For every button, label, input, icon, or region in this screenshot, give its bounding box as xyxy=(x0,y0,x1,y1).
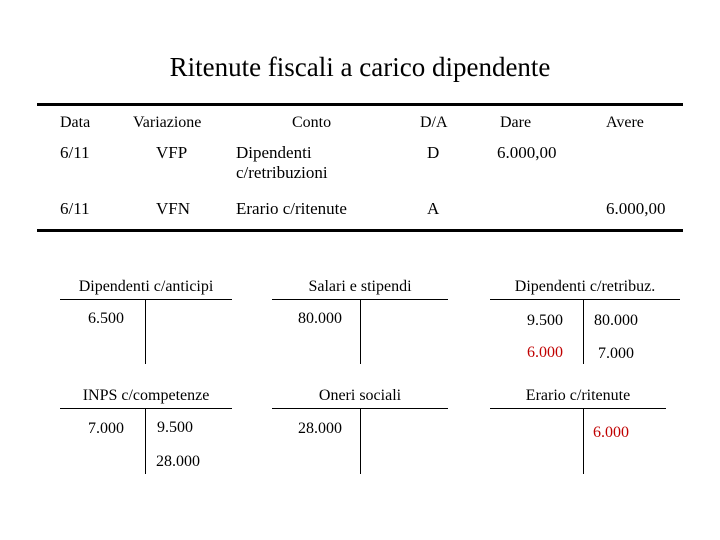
t-account-dare-value: 7.000 xyxy=(88,420,124,437)
table-row-2-data: 6/11 xyxy=(60,199,90,218)
t-account-name: INPS c/competenze xyxy=(82,387,210,404)
t-account-divider xyxy=(145,299,146,364)
t-account-avere-value: 7.000 xyxy=(598,345,634,362)
t-account-divider xyxy=(145,408,146,474)
table-row-2-conto: Erario c/ritenute xyxy=(236,199,347,218)
t-account-rule xyxy=(490,408,666,409)
t-account-divider xyxy=(583,299,584,364)
t-account-rule xyxy=(490,299,680,300)
t-account-avere-value: 80.000 xyxy=(594,312,638,329)
header-variazione: Variazione xyxy=(133,114,202,131)
t-account-name: Erario c/ritenute xyxy=(525,387,631,404)
table-row-1-data: 6/11 xyxy=(60,143,90,162)
t-account-divider xyxy=(360,299,361,364)
table-row-1-da: D xyxy=(427,143,440,162)
header-da: D/A xyxy=(420,114,448,131)
table-top-rule xyxy=(37,103,683,106)
t-account-dare-value: 6.000 xyxy=(527,344,563,361)
table-row-1-variazione: VFP xyxy=(156,143,188,162)
t-account-dare-value: 6.500 xyxy=(88,310,124,327)
t-account-name: Dipendenti c/anticipi xyxy=(78,278,214,295)
table-row-2-variazione: VFN xyxy=(156,199,191,218)
header-dare: Dare xyxy=(500,114,532,131)
t-account-dare-value: 28.000 xyxy=(298,420,342,437)
t-account-avere-value: 28.000 xyxy=(156,453,200,470)
t-account-name: Salari e stipendi xyxy=(308,278,412,295)
t-account-rule xyxy=(60,299,232,300)
t-account-name: Dipendenti c/retribuz. xyxy=(514,278,656,295)
t-account-avere-value: 6.000 xyxy=(593,424,629,441)
header-data: Data xyxy=(60,114,91,131)
t-account-dare-value: 9.500 xyxy=(527,312,563,329)
header-conto: Conto xyxy=(292,114,332,131)
table-row-2-avere: 6.000,00 xyxy=(606,199,666,218)
t-account-divider xyxy=(583,408,584,474)
table-row-1-conto: Dipendenti c/retribuzioni xyxy=(236,143,328,182)
t-account-avere-value: 9.500 xyxy=(157,419,193,436)
table-row-1-dare: 6.000,00 xyxy=(497,143,557,162)
page-title: Ritenute fiscali a carico dipendente xyxy=(169,52,551,82)
t-account-divider xyxy=(360,408,361,474)
t-account-rule xyxy=(60,408,232,409)
header-avere: Avere xyxy=(606,114,644,131)
t-account-dare-value: 80.000 xyxy=(298,310,342,327)
t-account-name: Oneri sociali xyxy=(318,387,402,404)
table-row-2-da: A xyxy=(427,199,440,218)
table-bottom-rule xyxy=(37,229,683,232)
